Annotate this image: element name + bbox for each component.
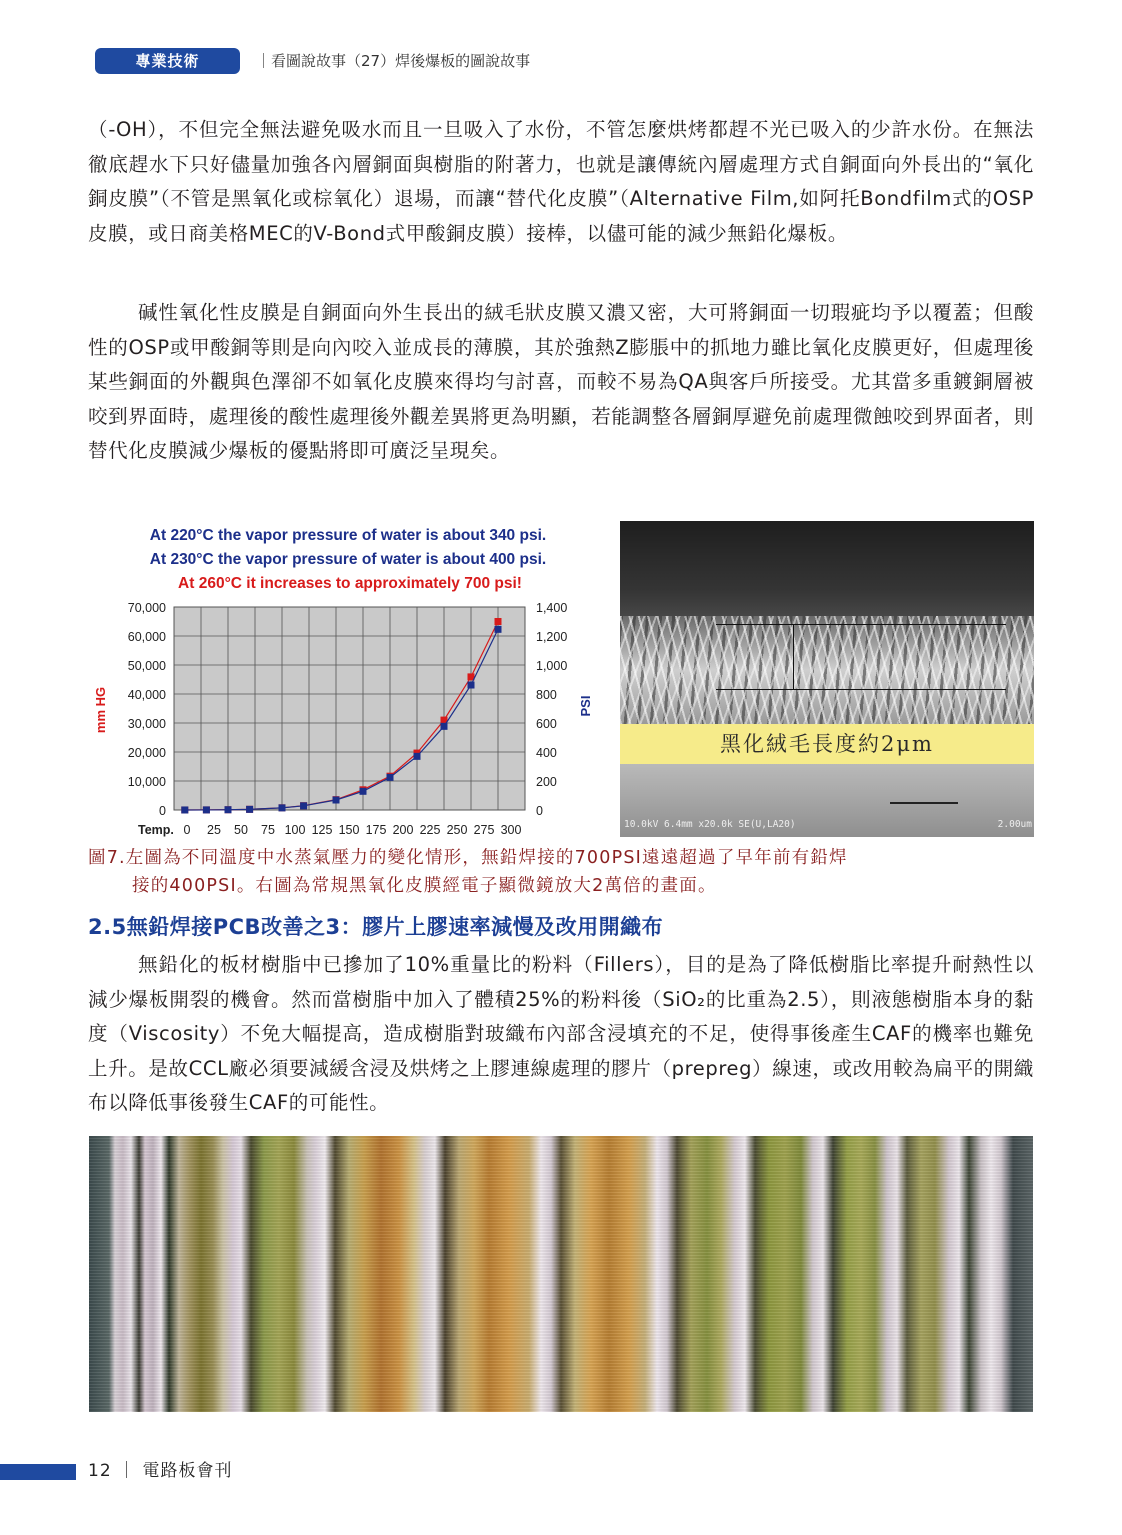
data-point xyxy=(360,788,367,795)
y-tick-left: 50,000 xyxy=(127,659,166,673)
plot-area xyxy=(174,607,525,810)
y-tick-right: 1,200 xyxy=(536,630,568,644)
data-point xyxy=(203,806,210,813)
y-tick-right: 400 xyxy=(536,746,557,760)
y-tick-left: 30,000 xyxy=(127,717,166,731)
scale-bar xyxy=(890,802,958,804)
y-tick-left: 10,000 xyxy=(127,775,166,789)
y-tick-left: 20,000 xyxy=(127,746,166,760)
data-point xyxy=(468,682,475,689)
x-tick: 75 xyxy=(261,823,275,837)
caption-line-1: 圖7.左圖為不同溫度中水蒸氣壓力的變化情形，無鉛焊接的700PSI遠遠超過了早年前有鉛焊 xyxy=(88,848,848,868)
x-tick: 50 xyxy=(234,823,248,837)
x-tick: 300 xyxy=(500,823,522,837)
laminate-cross-section-photo xyxy=(89,1136,1033,1412)
footer-accent-bar xyxy=(0,1464,76,1480)
y-tick-left: 60,000 xyxy=(127,630,166,644)
chart-title-line-1: At 220°C the vapor pressure of water is about 340 psi. xyxy=(149,527,547,544)
y-tick-right: 1,000 xyxy=(536,659,568,673)
sem-annotation: 黑化絨毛長度約2μm xyxy=(720,732,934,756)
section-badge: 專業技術 xyxy=(95,48,240,74)
x-tick: 25 xyxy=(207,823,221,837)
x-tick: 250 xyxy=(446,823,468,837)
y-tick-right: 800 xyxy=(536,688,557,702)
sem-micrograph xyxy=(620,521,1034,837)
data-point xyxy=(495,626,502,633)
x-tick: 225 xyxy=(419,823,441,837)
y-tick-right: 0 xyxy=(536,804,543,818)
page-footer xyxy=(88,1459,232,1483)
figure-caption xyxy=(88,844,1038,900)
data-point xyxy=(414,753,421,760)
y-tick-left: 40,000 xyxy=(127,688,166,702)
body-paragraph-2: 碱性氧化性皮膜是自銅面向外生長出的絨毛狀皮膜又濃又密，大可將銅面一切瑕疵均予以覆蓋；但酸性的OSP或甲酸銅等則是向內咬入並成長的薄膜，其於強熱Z膨脹中的抓地力雖比氧化皮膜更好，但處理後某些銅面的外觀與色澤卻不如氧化皮膜來得均勻討喜，而較不易為QA與客戶所接受。尤其當多重鍍銅層被咬到界面時，處理後的酸性處理後外觀差異將更為明顯，若能調整各層銅厚避免前處理微蝕咬到界面者，則替代化皮膜減少爆板的優點將即可廣泛呈現矣。 xyxy=(88,301,1034,462)
body-paragraph-1: （-OH），不但完全無法避免吸水而且一旦吸入了水份，不管怎麼烘烤都趕不光已吸入的少許水份。在無法徹底趕水下只好儘量加強各內層銅面與樹脂的附著力，也就是讓傳統內層處理方式自銅面向外長出的“氧化銅皮膜”（不管是黑氧化或棕氧化）退場，而讓“替代化皮膜”（Alternative Film,如阿托Bondfilm式的OSP皮膜，或日商美格MEC的V-Bond式甲酸銅皮膜）接棒，以儘可能的減少無鉛化爆板。 xyxy=(88,118,1034,245)
data-point xyxy=(333,796,340,803)
sem-scale-label: 2.00um xyxy=(997,819,1032,830)
data-point xyxy=(441,723,448,730)
section-heading: 2.5無鉛焊接PCB改善之3：膠片上膠速率減慢及改用開織布 xyxy=(88,915,664,939)
y-axis-label-right: PSI xyxy=(578,695,593,717)
y-tick-left: 0 xyxy=(159,804,166,818)
y-axis-label-left: mm HG xyxy=(93,686,108,734)
data-point xyxy=(300,802,307,809)
page-number: 12 xyxy=(88,1461,112,1481)
data-point xyxy=(279,804,286,811)
sem-metadata: 10.0kV 6.4mm x20.0k SE(U,LA20) xyxy=(624,819,796,830)
vapor-pressure-chart xyxy=(88,520,616,840)
x-tick: 150 xyxy=(338,823,360,837)
footer-separator: ｜ xyxy=(118,1461,137,1481)
x-tick: 100 xyxy=(284,823,306,837)
section-paragraph: 無鉛化的板材樹脂中已摻加了10%重量比的粉料（Fillers），目的是為了降低樹脂比率提升耐熱性以減少爆板開裂的機會。然而當樹脂中加入了體積25%的粉料後（SiO₂的比重為2.5），則液態樹脂本身的黏度（Viscosity）不免大幅提高，造成樹脂對玻織布內部含浸填充的不足，使得事後產生CAF的機率也難免上升。是故CCL廠必須要減緩含浸及烘烤之上膠連線處理的膠片（prepreg）線速，或改用較為扁平的開織布以降低事後發生CAF的可能性。 xyxy=(88,953,1034,1114)
chart-title-line-3: At 260°C it increases to approximately 700 psi! xyxy=(178,575,522,592)
x-tick: 200 xyxy=(392,823,414,837)
y-tick-right: 1,400 xyxy=(536,601,568,615)
y-tick-left: 70,000 xyxy=(127,601,166,615)
chart-title-line-2: At 230°C the vapor pressure of water is about 400 psi. xyxy=(149,551,547,568)
x-tick: 0 xyxy=(183,823,191,837)
journal-name: 電路板會刊 xyxy=(142,1461,233,1481)
x-tick: 125 xyxy=(311,823,333,837)
y-tick-right: 600 xyxy=(536,717,557,731)
data-point xyxy=(181,806,188,813)
data-point xyxy=(246,806,253,813)
x-axis-label: Temp. xyxy=(138,823,174,837)
article-title: ｜看圖說故事（27）焊後爆板的圖說故事 xyxy=(256,52,531,70)
data-point xyxy=(387,774,394,781)
x-tick: 275 xyxy=(473,823,495,837)
x-tick: 175 xyxy=(365,823,387,837)
data-point xyxy=(225,806,232,813)
y-tick-right: 200 xyxy=(536,775,557,789)
data-point xyxy=(495,618,502,625)
caption-line-2: 接的400PSI。右圖為常規黑氧化皮膜經電子顯微鏡放大2萬倍的畫面。 xyxy=(132,876,717,896)
